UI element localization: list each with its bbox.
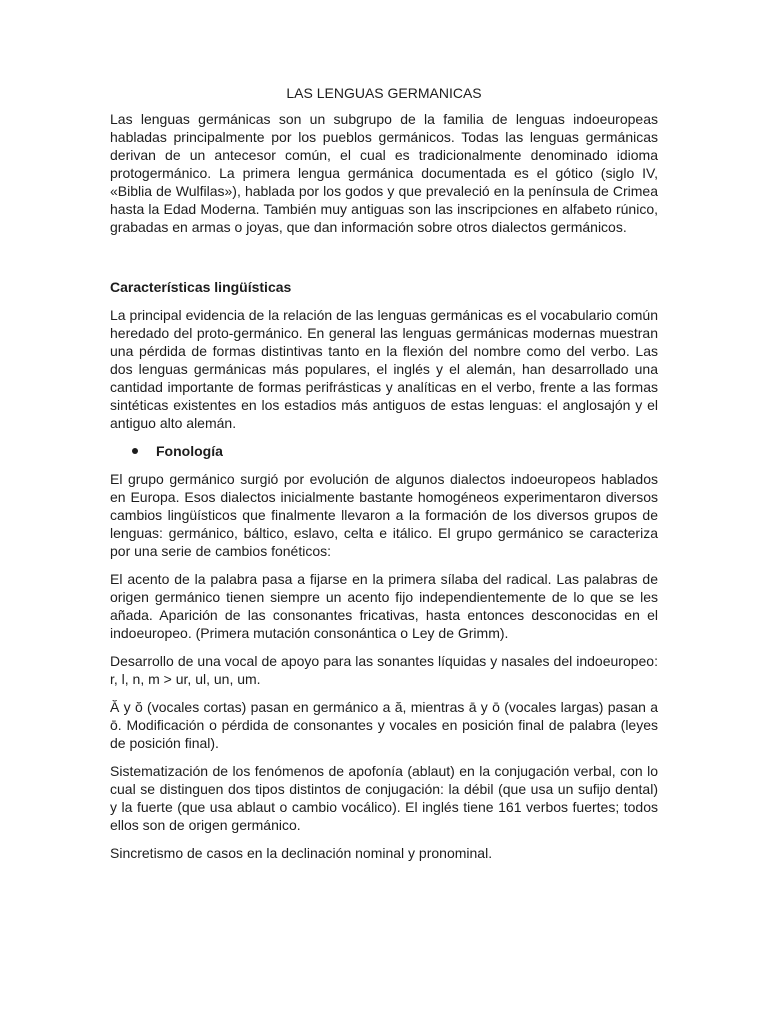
paragraph-syncretism: Sincretismo de casos en la declinación nominal y pronominal. (110, 845, 493, 861)
paragraph-vowel-change: Ă y ŏ (vocales cortas) pasan en germánico a ă, mientras ā y ō (vocales largas) pasan a ō. Modificación o pérdida de consonantes y vocales en posición final de palabra (leyes de posición final). (110, 699, 658, 751)
paragraph-vowel-support: Desarrollo de una vocal de apoyo para las sonantes líquidas y nasales del indoeuropeo: r, l, n, m > ur, ul, un, um. (110, 653, 658, 687)
document-title: LAS LENGUAS GERMANICAS (286, 85, 482, 101)
bullet-item-fonologia (110, 442, 658, 460)
section-heading: Características lingüísticas (110, 279, 292, 295)
document-page (110, 84, 658, 872)
bullet-icon (132, 448, 138, 454)
intro-paragraph: Las lenguas germánicas son un subgrupo de la familia de lenguas indoeuropeas habladas principalmente por los pueblos germánicos. Todas las lenguas germánicas derivan de un antecesor común, el cual es tradicionalmente denominado idioma protogermánico. La primera lengua germánica documentada es el gótico (siglo IV, «Biblia de Wulfilas»), hablada por los godos y que prevaleció en la península de Crimea hasta la Edad Moderna. También muy antiguas son las inscripciones en alfabeto rúnico, grabadas en armas o joyas, que dan información sobre otros dialectos germánicos. (110, 111, 658, 235)
bullet-label: Fonología (156, 443, 223, 459)
section-paragraph: La principal evidencia de la relación de las lenguas germánicas es el vocabulario común heredado del proto-germánico. En general las lenguas germánicas modernas muestran una pérdida de formas distintivas tanto en la flexión del nombre como del verbo. Las dos lenguas germánicas más populares, el inglés y el alemán, han desarrollado una cantidad importante de formas perifrásticas y analíticas en el verbo, frente a las formas sintéticas existentes en los estadios más antiguos de estas lenguas: el anglosajón y el antiguo alto alemán. (110, 307, 658, 431)
section-spacer (110, 246, 658, 278)
paragraph-ablaut: Sistematización de los fenómenos de apofonía (ablaut) en la conjugación verbal, con lo cual se distinguen dos tipos distintos de conjugación: la débil (que usa un sufijo dental) y la fuerte (que usa ablaut o cambio vocálico). El inglés tiene 161 verbos fuertes; todos ellos son de origen germánico. (110, 763, 658, 833)
paragraph-phonology-intro: El grupo germánico surgió por evolución de algunos dialectos indoeuropeos hablados en Europa. Esos dialectos inicialmente bastante homogéneos experimentaron diversos cambios lingüísticos que finalmente llevaron a la formación de los diversos grupos de lenguas: germánico, báltico, eslavo, celta e itálico. El grupo germánico se caracteriza por una serie de cambios fonéticos: (110, 471, 658, 559)
paragraph-accent: El acento de la palabra pasa a fijarse en la primera sílaba del radical. Las palabras de origen germánico tienen siempre un acento fijo independientemente de lo que se les añada. Aparición de las consonantes fricativas, hasta entonces desconocidas en el indoeuropeo. (Primera mutación consonántica o Ley de Grimm). (110, 571, 658, 641)
